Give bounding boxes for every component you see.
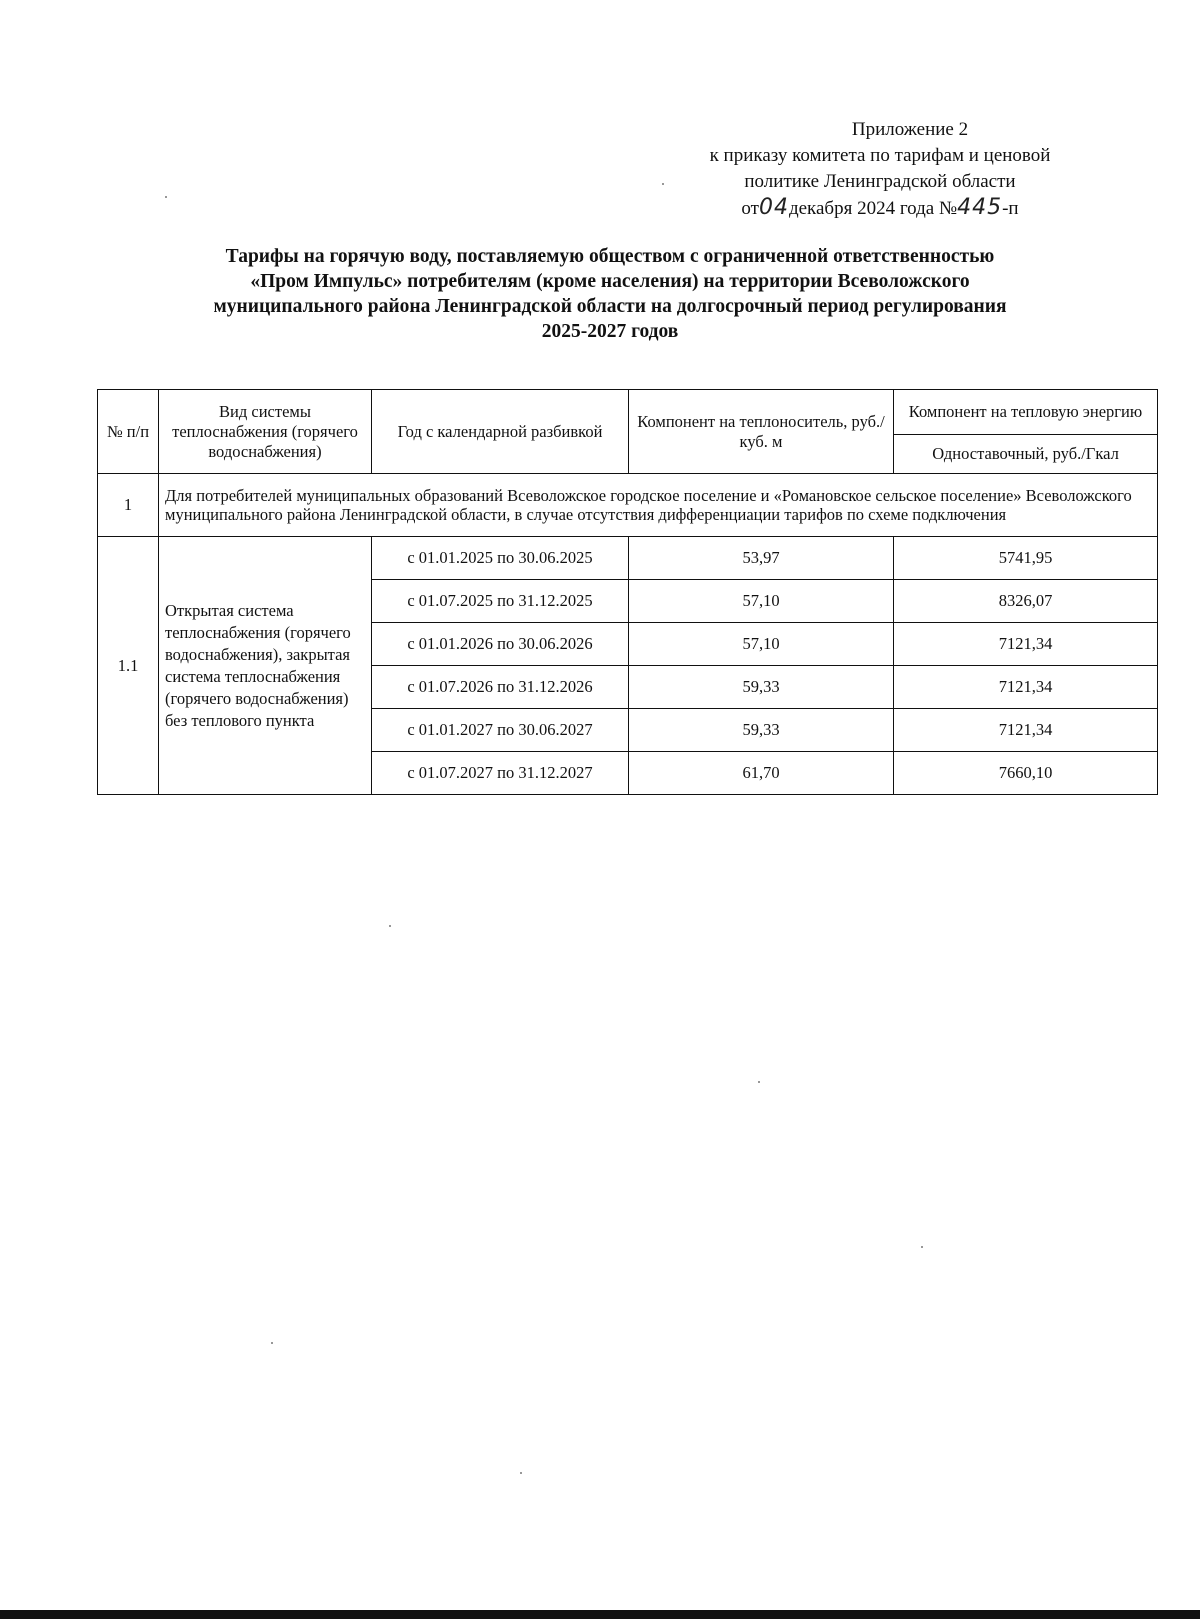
- from-label: от: [741, 198, 759, 219]
- scan-speck: [921, 1246, 923, 1248]
- table-row: [98, 537, 1158, 580]
- order-number-suffix: -п: [1002, 198, 1019, 219]
- title-line-1: Тарифы на горячую воду, поставляемую обществом с ограниченной ответственностью: [225, 246, 995, 267]
- scan-edge-bar: [0, 1610, 1200, 1619]
- title-line-4: 2025-2027 годов: [541, 321, 679, 342]
- group-num: 1: [98, 474, 159, 537]
- period-cell: с 01.07.2026 по 31.12.2026: [372, 666, 629, 709]
- group-row: [98, 474, 1158, 537]
- scan-speck: [758, 1081, 760, 1083]
- period-cell: с 01.01.2025 по 30.06.2025: [372, 537, 629, 580]
- appendix-title: Приложение 2: [851, 119, 969, 140]
- carrier-cell: 57,10: [629, 623, 894, 666]
- energy-cell: 5741,95: [894, 537, 1158, 580]
- document-title: [110, 244, 1110, 344]
- scan-speck: [271, 1342, 273, 1344]
- period-cell: с 01.07.2027 по 31.12.2027: [372, 752, 629, 795]
- subgroup-num: 1.1: [98, 537, 159, 795]
- carrier-cell: 53,97: [629, 537, 894, 580]
- carrier-cell: 61,70: [629, 752, 894, 795]
- title-line-3: муниципального района Ленинградской области на долгосрочный период регулирования: [213, 296, 1007, 317]
- scan-speck: [165, 196, 167, 198]
- appendix-block: [640, 117, 1120, 222]
- carrier-cell: 59,33: [629, 666, 894, 709]
- period-cell: с 01.01.2026 по 30.06.2026: [372, 623, 629, 666]
- header-system: Вид системы теплоснабжения (горячего водоснабжения): [159, 390, 372, 474]
- tariff-table: [97, 389, 1158, 795]
- appendix-order-ref: к приказу комитета по тарифам и ценовой: [709, 145, 1051, 166]
- carrier-cell: 59,33: [629, 709, 894, 752]
- appendix-committee: политике Ленинградской области: [744, 171, 1016, 192]
- period-cell: с 01.01.2027 по 30.06.2027: [372, 709, 629, 752]
- header-energy-single-rate: Одноставочный, руб./Гкал: [894, 435, 1158, 474]
- scan-speck: [520, 1472, 522, 1474]
- carrier-cell: 57,10: [629, 580, 894, 623]
- energy-cell: 7660,10: [894, 752, 1158, 795]
- energy-cell: 7121,34: [894, 709, 1158, 752]
- energy-cell: 7121,34: [894, 666, 1158, 709]
- title-line-2: «Пром Импульс» потребителям (кроме населения) на территории Всеволожского: [250, 271, 970, 292]
- appendix-date-line: [640, 195, 1120, 222]
- table-header-row: [98, 390, 1158, 435]
- group-description: Для потребителей муниципальных образований Всеволожское городское поселение и «Романовское сельское поселение» Всеволожского муниципального района Ленинградской области, в случае отсутствия дифференциации тарифов по схеме подключения: [159, 474, 1158, 537]
- header-carrier: Компонент на теплоноситель, руб./куб. м: [629, 390, 894, 474]
- scan-speck: [389, 925, 391, 927]
- subgroup-system: Открытая система теплоснабжения (горячего водоснабжения), закрытая система теплоснабжения (горячего водоснабжения) без теплового пункта: [159, 537, 372, 795]
- header-energy: Компонент на тепловую энергию: [894, 390, 1158, 435]
- energy-cell: 7121,34: [894, 623, 1158, 666]
- energy-cell: 8326,07: [894, 580, 1158, 623]
- header-num: № п/п: [98, 390, 159, 474]
- date-text: декабря 2024 года №: [788, 198, 958, 219]
- header-year: Год с календарной разбивкой: [372, 390, 629, 474]
- scan-speck: [662, 183, 664, 185]
- period-cell: с 01.07.2025 по 31.12.2025: [372, 580, 629, 623]
- handwritten-day: 04: [758, 195, 789, 220]
- handwritten-order-number: 445: [957, 195, 1003, 220]
